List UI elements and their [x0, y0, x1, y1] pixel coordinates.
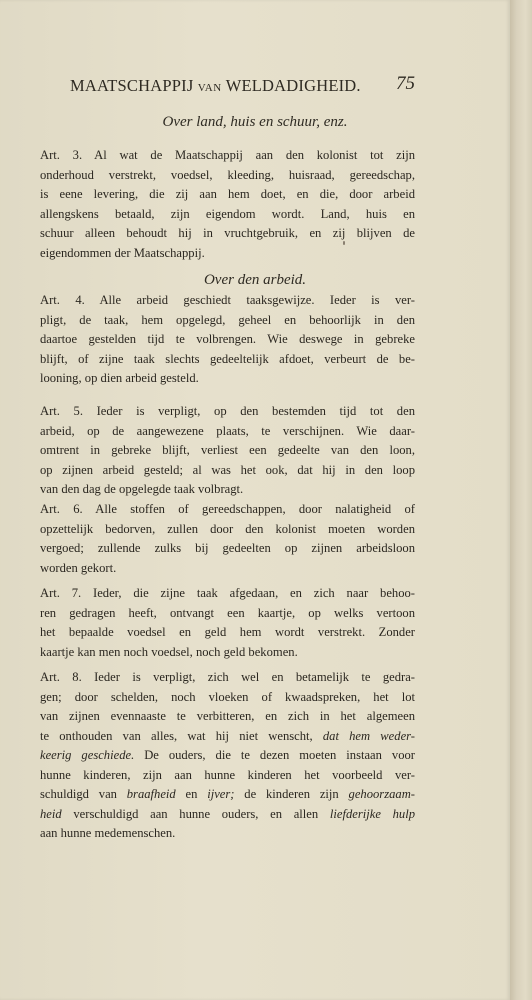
text-line: Art. 7. Ieder, die zijne taak afgedaan, en zich naar behoo- — [40, 586, 415, 600]
text-line: op zijnen arbeid gesteld; al was het ook, dat hij in den loop — [40, 462, 415, 477]
text-line: van den dag de opgelegde taak volbragt. — [40, 482, 244, 496]
header-title-part-2: WELDADIGHEID. — [225, 76, 361, 95]
text-line: hunne kinderen, zijn aan hunne kinderen het voorbeeld ver- — [40, 767, 415, 782]
italic-phrase: liefderijke hulp — [329, 806, 415, 821]
text-line: het bepaalde voedsel en geld hem wordt verstrekt. Zonder — [40, 625, 415, 639]
text-line: gen; door schelden, noch vloeken of kwaadspreken, het lot — [40, 689, 415, 704]
text-line: ren gedragen heeft, ontvangt een kaartje, op welks vertoon — [40, 605, 415, 620]
text-line: looning, op dien arbeid gesteld. — [40, 371, 199, 385]
header-title-part-1: MAATSCHAPPIJ — [70, 76, 194, 95]
text-line: aan hunne medemenschen. — [40, 826, 176, 840]
text-line — [40, 785, 415, 805]
text-line: eigendommen der Maatschappij. — [40, 245, 205, 260]
text-segment: en — [175, 787, 208, 801]
text-line: daartoe gestelden tijd te volbrengen. Wie deswege in gebreke — [40, 332, 415, 346]
text-segment: schuldigd van — [40, 787, 127, 801]
text-line: Art. 8. Ieder is verpligt, zich wel en betamelijk te gedra- — [40, 670, 415, 684]
text-line — [40, 805, 415, 825]
text-line — [40, 727, 415, 747]
article-3 — [40, 146, 415, 263]
text-line: Art. 3. Al wat de Maatschappij aan den kolonist tot zijn — [40, 148, 415, 162]
header-title-van: VAN — [197, 82, 222, 94]
text-line: allengskens betaald, zijn eigendom wordt. Land, huis en — [40, 206, 415, 221]
italic-phrase: gehoorzaam- — [348, 787, 415, 801]
text-line: opzettelijk bedorven, zullen door den kolonist moeten worden — [40, 521, 415, 536]
text-line: is eene levering, die zij aan hem doet, en die, door arbeid — [40, 187, 415, 201]
italic-phrase: braafheid — [126, 787, 176, 801]
text-line: vergoed; zullende zulks bij gedeelten op zijnen arbeidsloon — [40, 541, 415, 555]
article-7 — [40, 584, 415, 662]
running-header — [70, 76, 420, 96]
article-4 — [40, 291, 415, 389]
article-8 — [40, 668, 415, 844]
italic-phrase: heid — [40, 806, 62, 821]
text-line: onderhoud verstrekt, voedsel, kleeding, huisraad, gereedschap, — [40, 167, 415, 182]
text-line: pligt, de taak, hem opgelegd, geheel en behoorlijk in den — [40, 312, 415, 327]
text-line: worden gekort. — [40, 560, 117, 575]
text-line: omtrent in gebreke blijft, verliest een gedeelte van den loon, — [40, 443, 415, 457]
article-5 — [40, 402, 415, 500]
ink-mark — [343, 241, 345, 245]
text-line: van zijnen evennaaste te verbitteren, en zich in het algemeen — [40, 709, 415, 723]
adjacent-page-edge — [510, 0, 532, 1000]
text-segment: De ouders, die te dezen moeten instaan voor — [134, 748, 415, 762]
text-line: Art. 4. Alle arbeid geschiedt taaksgewijze. Ieder is ver- — [40, 293, 415, 307]
text-line — [40, 746, 415, 766]
italic-phrase: dat hem weder- — [322, 728, 416, 743]
section-title-arbeid: Over den arbeid. — [203, 272, 307, 288]
text-segment: verschuldigd aan hunne ouders, en allen — [61, 806, 330, 821]
article-6 — [40, 500, 415, 578]
page-number: 75 — [396, 73, 415, 94]
italic-phrase: keerig geschiede. — [40, 748, 135, 762]
text-line: schuur alleen behoudt hij in vruchtgebruik, en zij blijven de — [40, 226, 415, 240]
text-line: Art. 6. Alle stoffen of gereedschappen, door nalatigheid of — [40, 502, 415, 516]
italic-phrase: ijver; — [207, 787, 235, 801]
text-line: blijft, of zijne taak slechts gedeeltelijk afdoet, verbeurt de be- — [40, 351, 415, 366]
text-segment: de kinderen zijn — [234, 787, 349, 801]
section-title-land: Over land, huis en schuur, enz. — [162, 114, 348, 130]
text-line: Art. 5. Ieder is verpligt, op den bestemden tijd tot den — [40, 404, 415, 418]
text-segment: te onthouden van alles, wat hij niet wenscht, — [40, 728, 313, 743]
text-line: kaartje kan men noch voedsel, noch geld bekomen. — [40, 644, 298, 659]
text-line: arbeid, op de aangewezene plaats, te verschijnen. Wie daar- — [40, 423, 415, 438]
